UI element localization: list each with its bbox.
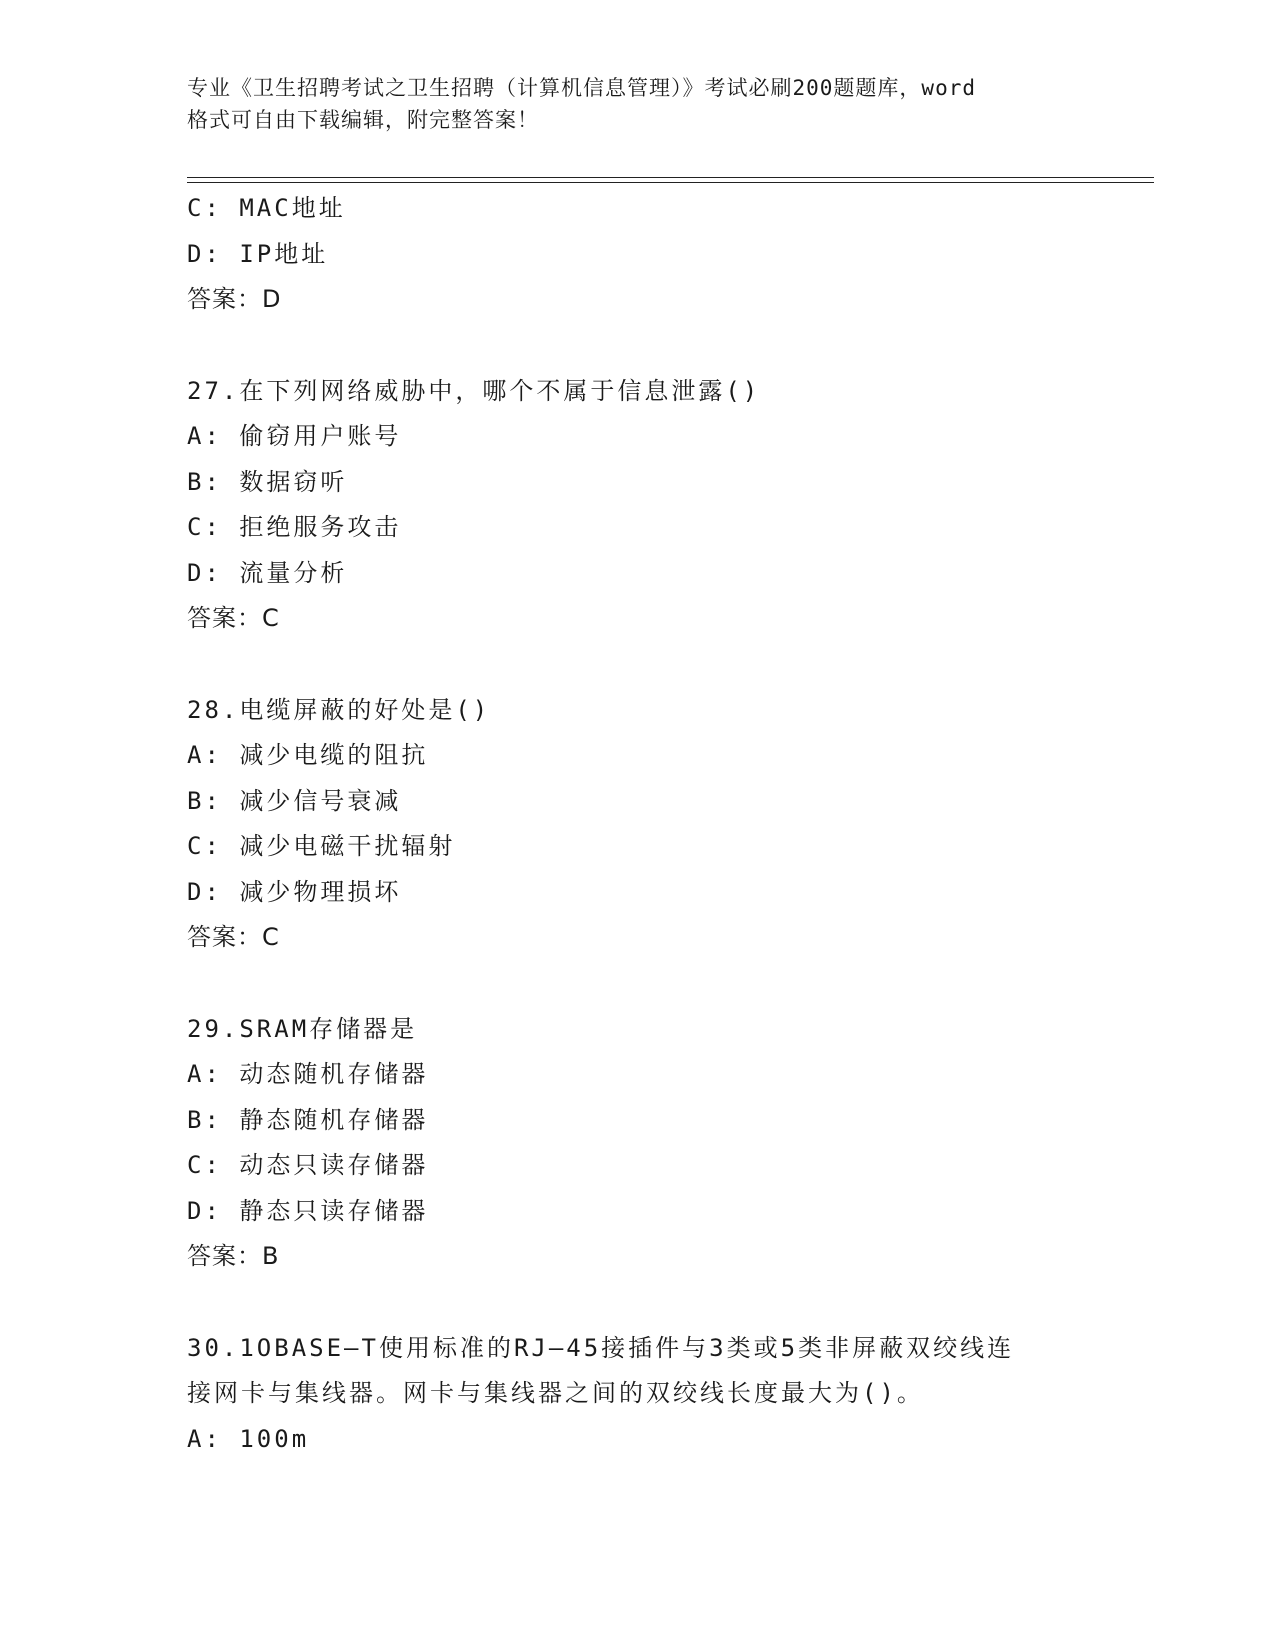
question-list <box>187 186 1087 1462</box>
option-b: B: 减少信号衰减 <box>187 786 402 815</box>
answer: 答案：C <box>187 923 280 951</box>
answer: 答案：C <box>187 604 280 632</box>
option-a: A: 减少电缆的阻抗 <box>187 741 429 769</box>
option-a: A: 100m <box>187 1424 310 1453</box>
option-b: B: 静态随机存储器 <box>187 1105 429 1134</box>
header-divider-bottom <box>187 182 1154 183</box>
spacer <box>187 323 1087 369</box>
option-d: D: 流量分析 <box>187 558 348 587</box>
header-title-line-1: 专业《卫生招聘考试之卫生招聘（计算机信息管理）》考试必刷200题题库，word <box>187 76 976 100</box>
option-c: C: 减少电磁干扰辐射 <box>187 832 456 860</box>
option-a: A: 偷窃用户账号 <box>187 422 402 450</box>
question-26-fragment <box>187 186 1087 323</box>
document-header <box>187 72 1087 136</box>
option-d: D: IP地址 <box>187 239 329 268</box>
spacer <box>187 1280 1087 1326</box>
option-d: D: 静态只读存储器 <box>187 1196 429 1225</box>
option-d: D: 减少物理损坏 <box>187 877 402 906</box>
option-a: A: 动态随机存储器 <box>187 1060 429 1088</box>
option-c: C: 拒绝服务攻击 <box>187 513 402 541</box>
answer: 答案：B <box>187 1242 280 1270</box>
question-stem-line-2: 接网卡与集线器。网卡与集线器之间的双绞线长度最大为()。 <box>187 1379 924 1407</box>
question-30 <box>187 1326 1087 1463</box>
question-stem: 28.电缆屏蔽的好处是() <box>187 695 491 724</box>
question-stem-line-1: 30.1OBASE—T使用标准的RJ—45接插件与3类或5类非屏蔽双绞线连 <box>187 1333 1015 1362</box>
spacer <box>187 642 1087 688</box>
question-29 <box>187 1007 1087 1280</box>
spacer <box>187 961 1087 1007</box>
question-28 <box>187 688 1087 961</box>
question-27 <box>187 369 1087 642</box>
header-divider-top <box>187 177 1154 178</box>
header-title-line-2: 格式可自由下载编辑，附完整答案！ <box>187 108 539 132</box>
question-stem: 27.在下列网络威胁中，哪个不属于信息泄露() <box>187 376 761 405</box>
option-c: C: 动态只读存储器 <box>187 1151 429 1179</box>
option-b: B: 数据窃听 <box>187 467 348 496</box>
option-c: C: MAC地址 <box>187 194 346 222</box>
question-stem: 29.SRAM存储器是 <box>187 1014 418 1043</box>
answer: 答案：D <box>187 285 282 313</box>
